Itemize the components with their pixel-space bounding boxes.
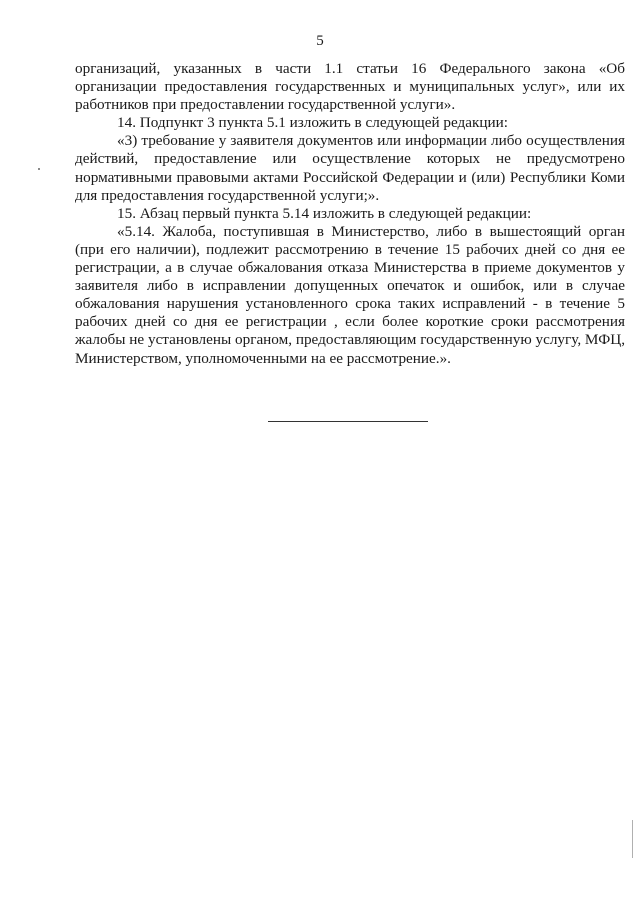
paragraph-item-14: 14. Подпункт 3 пункта 5.1 изложить в следующей редакции:	[117, 114, 508, 132]
paragraph-item-15-text: «5.14. Жалоба, поступившая в Министерство, либо в вышестоящий орган (при его наличии), подлежит рассмотрению в течение 15 рабочих дней со дня ее регистрации, а в случае обжалования отказа Министерства в приеме документов у заявителя либо в исправлении допущенных опечаток и ошибок, или в случае обжалования нарушения установленного срока таких исправлений - в течение 5 рабочих дней со дня ее регистрации , если более короткие сроки рассмотрения жалобы не установлены органом, предоставляющим государственную услугу, МФЦ, Министерством, уполномоченными на ее рассмотрение.».	[75, 222, 625, 367]
paragraph-continuation: организаций, указанных в части 1.1 статьи 16 Федерального закона «Об организации предоставления государственных и муниципальных услуг», или их работников при предоставлении государственной услуги».	[75, 60, 625, 114]
scan-edge-mark	[632, 820, 633, 858]
paragraph-item-15: 15. Абзац первый пункта 5.14 изложить в следующей редакции:	[117, 204, 532, 222]
paragraph-item-14-text: «3) требование у заявителя документов или информации либо осуществления действий, предоставление или осуществление которых не предусмотрено нормативными правовыми актами Российской Федерации и (или) Республики Коми для предоставления государственной услуги;».	[75, 132, 625, 204]
document-body	[75, 60, 625, 368]
scan-speck	[38, 168, 40, 170]
closing-divider-line	[268, 421, 428, 422]
page-number: 5	[316, 33, 324, 49]
